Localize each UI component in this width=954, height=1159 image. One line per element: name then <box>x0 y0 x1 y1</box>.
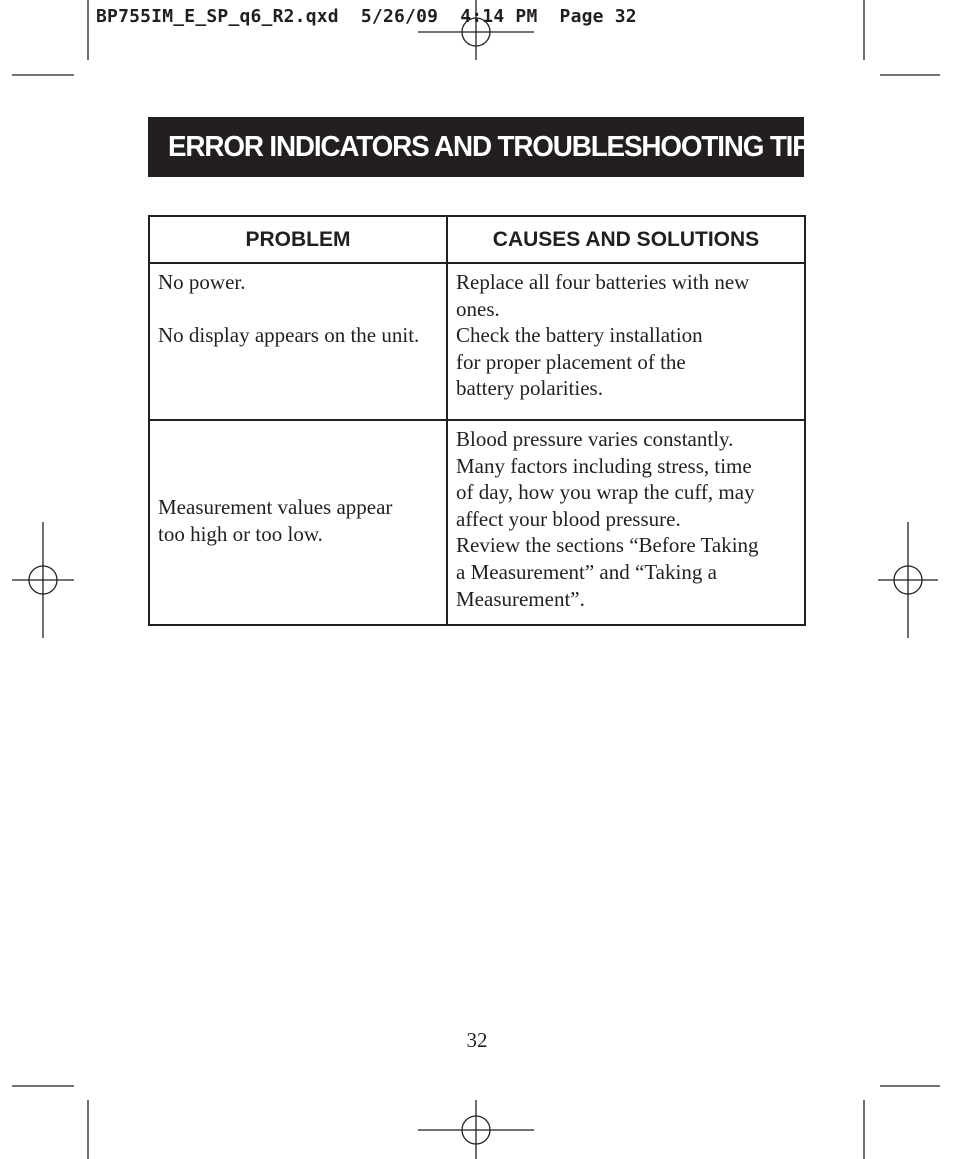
solution-line: ones. <box>456 296 500 321</box>
registration-mark-right <box>878 522 938 638</box>
problem-line: Measurement values appear <box>158 495 393 520</box>
page-title: ERROR INDICATORS AND TROUBLESHOOTING TIPS <box>168 130 828 163</box>
solution-line: of day, how you wrap the cuff, may <box>456 480 755 505</box>
table-header-row <box>149 216 805 263</box>
solution-line: affect your blood pressure. <box>456 506 681 531</box>
column-header-causes-solutions: CAUSES AND SOLUTIONS <box>447 216 805 263</box>
solution-line: Many factors including stress, time <box>456 453 752 478</box>
solution-line: for proper placement of the <box>456 349 686 374</box>
table-row <box>149 420 805 625</box>
solution-line: Replace all four batteries with new <box>456 270 750 294</box>
solution-line: Check the battery installation <box>456 323 703 348</box>
solution-line: Blood pressure varies constantly. <box>456 427 734 451</box>
problem-line: No display appears on the unit. <box>158 323 420 348</box>
print-slug: BP755IM_E_SP_q6_R2.qxd 5/26/09 4:14 PM Page 32 <box>96 6 637 27</box>
registration-mark-bottom <box>418 1100 534 1159</box>
registration-mark-left <box>12 522 74 638</box>
line-spacer <box>158 296 438 323</box>
section-title-bar <box>148 117 828 177</box>
problem-cell <box>149 263 447 420</box>
troubleshooting-table <box>148 215 806 626</box>
table-row <box>149 263 805 420</box>
solution-cell <box>447 420 805 625</box>
solution-line: battery polarities. <box>456 376 603 401</box>
page-number: 32 <box>466 1028 488 1052</box>
problem-cell <box>149 420 447 625</box>
solution-cell <box>447 263 805 420</box>
column-header-problem: PROBLEM <box>149 216 447 263</box>
solution-line: a Measurement” and “Taking a <box>456 559 717 584</box>
problem-line: No power. <box>158 270 246 294</box>
solution-line: Review the sections “Before Taking <box>456 533 759 558</box>
solution-line: Measurement”. <box>456 586 585 611</box>
problem-line: too high or too low. <box>158 522 323 546</box>
